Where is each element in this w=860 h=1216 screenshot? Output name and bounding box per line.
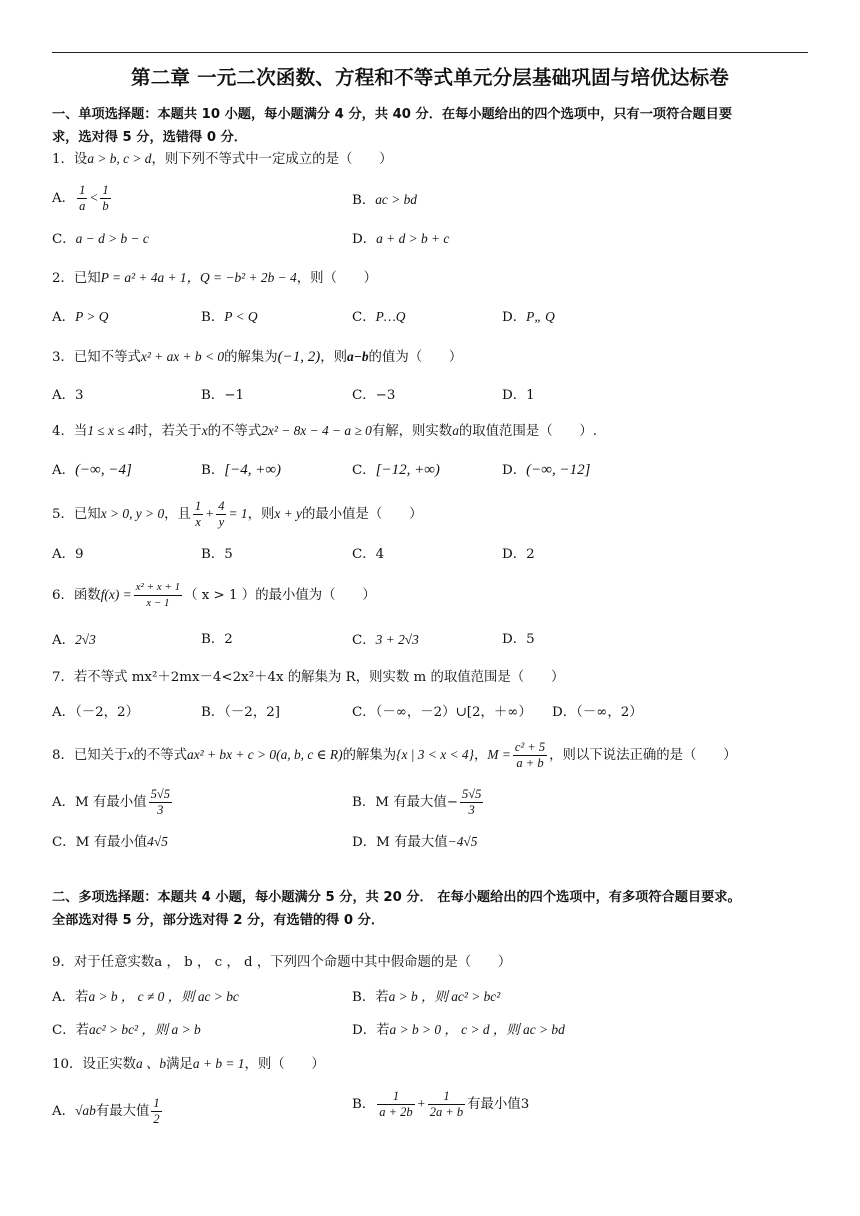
q2-option-d — [502, 307, 555, 328]
q6-option-c — [352, 630, 419, 651]
q3-text-mid2: ，则 — [320, 350, 348, 365]
question-1-stem — [52, 149, 393, 170]
q4-text-mid: 时，若关于 — [134, 424, 202, 439]
fraction: $\frac{\text{c² + 5}}{a + b}$ — [514, 740, 546, 770]
q5-math1: x > 0, y > 0 — [100, 506, 165, 521]
q7-option-c: C．（－∞，－2）∪[2，＋∞） — [352, 705, 532, 720]
option-label: B． — [201, 310, 225, 325]
q8-math3: {x | 3 < x < 4} — [396, 747, 474, 762]
q2-math-q: ，Q = −b² + 2b − 4 — [186, 270, 297, 285]
q1-option-b — [352, 190, 417, 211]
q4-option-a — [52, 460, 132, 481]
option-label: B． — [352, 1097, 376, 1112]
q8-option-c — [52, 832, 168, 853]
q1-option-a — [52, 183, 113, 214]
plus-sign: + — [205, 506, 215, 521]
question-2-stem — [52, 268, 377, 289]
section1-heading — [52, 103, 814, 149]
q10-option-b — [352, 1089, 529, 1120]
fraction: $\frac{1}{a + 2b}$ — [379, 1089, 413, 1119]
option-math: [−12, +∞) — [375, 462, 440, 478]
top-rule — [52, 52, 808, 53]
option-math: 3 + 2√3 — [375, 632, 419, 647]
option-label: D． — [352, 232, 377, 247]
option-label: C．M 有最小值 — [52, 835, 148, 850]
q8-option-a — [52, 787, 174, 818]
q6-option-b: B．2 — [201, 632, 233, 647]
equals: = 1 — [228, 506, 248, 521]
q1-option-d — [352, 229, 449, 250]
q8-text-mid3: ， — [473, 748, 488, 763]
q8-option-b — [352, 787, 485, 818]
option-label: D．M 有最大值 — [352, 835, 448, 850]
option-label: C．若 — [52, 1023, 90, 1038]
option-label: A． — [52, 463, 76, 478]
option-math: P„ Q — [526, 309, 555, 324]
q10-option-a — [52, 1096, 164, 1127]
fraction: $\frac{\text{x² + x + 1}}{x - 1}$ — [135, 581, 181, 609]
fraction: $\frac{1}{2a + b}$ — [429, 1089, 464, 1119]
q5-math2: x + y — [274, 506, 302, 521]
option-text: 有最小值3 — [467, 1097, 530, 1112]
q9-option-a — [52, 987, 239, 1008]
option-label: B．若 — [352, 990, 389, 1005]
q1-text-tail: ，则下列不等式中一定成立的是（ ） — [151, 152, 393, 167]
option-label: C． — [52, 232, 76, 247]
q7-option-d: D．（－∞，2） — [552, 705, 643, 720]
option-math: P…Q — [375, 309, 406, 324]
q1-text: 1．设 — [52, 152, 88, 167]
q9-option-d — [352, 1020, 565, 1041]
q8-text-mid2: 的解集为 — [342, 748, 397, 763]
q5-text-mid: ，且 — [164, 507, 191, 522]
question-8-stem — [52, 740, 737, 771]
option-label: D．若 — [352, 1023, 390, 1038]
q3-option-a: A．3 — [52, 388, 84, 403]
q4-math-a: a — [452, 423, 459, 438]
fraction: $\frac{4}{y}$ — [218, 499, 225, 529]
q3-math3: a−b — [347, 349, 369, 364]
q4-option-b — [201, 460, 281, 481]
section1-line2: 求，选对得 5 分，选错得 0 分． — [52, 130, 247, 145]
q6-option-d: D．5 — [502, 632, 535, 647]
option-math: a > b > 0 ， c > d ，则 ac > bd — [389, 1022, 565, 1037]
q2-option-b — [201, 307, 258, 328]
q8-math-m: M = — [487, 747, 511, 762]
question-5-stem — [52, 499, 422, 530]
q8-math2: (a, b, c ∈ R) — [276, 747, 343, 762]
q1-math: a > b, c > d — [87, 151, 152, 166]
question-4-stem — [52, 421, 597, 442]
fraction: $\frac{5√5}{3}$ — [461, 787, 482, 817]
option-math: 2√3 — [75, 632, 96, 647]
page-title: 第二章 一元二次函数、方程和不等式单元分层基础巩固与培优达标卷 — [131, 66, 729, 89]
q2-option-c — [352, 307, 405, 328]
q8-math-x: x — [127, 747, 134, 762]
question-6-stem — [52, 580, 376, 611]
question-3-stem — [52, 347, 462, 368]
option-label: C． — [352, 310, 376, 325]
q4-math-x: x — [201, 423, 208, 438]
fraction: $\frac{5√5}{3}$ — [150, 787, 170, 817]
option-math: 4√5 — [147, 834, 168, 849]
q10-tail: ，则（ ） — [244, 1057, 325, 1072]
q10-math1: a 、b — [136, 1056, 167, 1071]
q3-text-mid: 的解集为 — [224, 350, 278, 365]
q4-text: 4．当 — [52, 424, 88, 439]
section2-line2: 全部选对得 5 分，部分选对得 2 分，有选错的得 0 分． — [52, 913, 385, 928]
q4-math1: 1 ≤ x ≤ 4 — [87, 423, 135, 438]
option-label: A．若 — [52, 990, 89, 1005]
q2-tail: ，则（ ） — [296, 271, 378, 286]
fraction: $\frac{1}{a}$ — [79, 183, 86, 213]
q6-option-a — [52, 630, 96, 651]
q7-option-a: A．（－2，2） — [52, 705, 139, 720]
option-math: [−4, +∞) — [224, 462, 282, 478]
plus-sign: + — [416, 1096, 426, 1111]
option-label: B． — [352, 193, 376, 208]
q4-text-mid2: 的不等式 — [207, 424, 262, 439]
option-math: −4√5 — [447, 834, 478, 849]
q5-tail: 的最小值是（ ） — [301, 507, 423, 522]
q7-option-b: B．（－2，2] — [201, 705, 280, 720]
option-math: (−∞, −4] — [75, 462, 132, 478]
option-math: ac > bd — [375, 192, 417, 207]
q6-tail: （ x > 1 ）的最小值为（ ） — [184, 588, 376, 603]
q4-tail: 的取值范围是（ ）. — [458, 424, 598, 439]
q5-option-a: A．9 — [52, 547, 84, 562]
q10-text: 10．设正实数 — [52, 1057, 136, 1072]
q8-option-d — [352, 832, 477, 853]
question-9-stem: 9．对于任意实数a ， b ， c ， d ，下列四个命题中其中假命题的是（ ） — [52, 955, 512, 970]
option-label: D． — [502, 463, 527, 478]
section2-heading — [52, 886, 814, 932]
q6-text: 6．函数 — [52, 588, 101, 603]
option-math: a > b ， c ≠ 0 ，则 ac > bc — [88, 989, 239, 1004]
q5-option-c: C．4 — [352, 547, 385, 562]
q9-option-b — [352, 987, 500, 1008]
fraction: $\frac{1}{b}$ — [102, 183, 109, 213]
option-label: C． — [352, 463, 376, 478]
option-label: A． — [52, 633, 76, 648]
option-label: B．M 有最大值− — [352, 795, 458, 810]
q5-option-b: B．5 — [201, 547, 233, 562]
q2-option-a — [52, 307, 108, 328]
option-math: a + d > b + c — [376, 231, 450, 246]
q8-math1: ax² + bx + c > 0 — [187, 747, 277, 762]
q10-text-mid: 满足 — [166, 1057, 193, 1072]
q9-option-c — [52, 1020, 201, 1041]
option-math: a − d > b − c — [75, 231, 149, 246]
q1-option-c — [52, 229, 149, 250]
q3-math1: x² + ax + b < 0 — [140, 349, 225, 364]
option-math: ac² > bc² ，则 a > b — [89, 1022, 201, 1037]
option-text: 有最大值 — [95, 1104, 150, 1119]
q8-text: 8．已知关于 — [52, 748, 128, 763]
option-label: A． — [52, 1104, 76, 1119]
question-7-stem: 7．若不等式 mx²＋2mx－4<2x²＋4x 的解集为 R，则实数 m 的取值范围是（ ） — [52, 670, 565, 685]
option-math: P < Q — [224, 309, 258, 324]
option-label: D． — [502, 310, 527, 325]
option-math: a > b ，则 ac² > bc² — [388, 989, 501, 1004]
q5-option-d: D．2 — [502, 547, 535, 562]
q3-option-c: C．−3 — [352, 388, 396, 403]
q10-math2: a + b = 1 — [192, 1056, 245, 1071]
option-label: B． — [201, 463, 225, 478]
q3-option-b: B．−1 — [201, 388, 244, 403]
section1-line1: 一、单项选择题：本题共 10 小题，每小题满分 4 分，共 40 分．在每小题给出的四个选项中，只有一项符合题目要 — [52, 107, 733, 122]
section2-line1: 二、多项选择题：本题共 4 小题，每小题满分 5 分，共 20 分． 在每小题给出的四个选项中，有多项符合题目要求。 — [52, 890, 741, 905]
option-math: P > Q — [75, 309, 109, 324]
q4-math2: 2x² − 8x − 4 − a ≥ 0 — [261, 423, 372, 438]
option-math: (−∞, −12] — [526, 462, 591, 478]
q4-option-c — [352, 460, 440, 481]
question-10-stem — [52, 1054, 325, 1075]
q8-tail: ，则以下说法正确的是（ ） — [549, 748, 737, 763]
fraction: $\frac{1}{2}$ — [153, 1096, 160, 1126]
fraction: $\frac{1}{x}$ — [194, 499, 202, 529]
option-label: A． — [52, 191, 76, 206]
option-label: A．M 有最小值 — [52, 795, 147, 810]
q5-text: 5．已知 — [52, 507, 101, 522]
q3-option-d: D．1 — [502, 388, 535, 403]
q2-text: 2．已知 — [52, 271, 101, 286]
option-label: A． — [52, 310, 76, 325]
q5-text-mid2: ，则 — [247, 507, 275, 522]
q8-text-mid: 的不等式 — [133, 748, 187, 763]
less-than: < — [89, 190, 99, 205]
q3-math2: (−1, 2) — [277, 349, 321, 365]
q4-text-mid3: 有解，则实数 — [371, 424, 453, 439]
q3-tail: 的值为（ ） — [368, 350, 463, 365]
q6-fx: f(x) = — [100, 587, 132, 602]
q2-math-p: P = a² + 4a + 1 — [100, 270, 187, 285]
option-math: √ab — [75, 1103, 96, 1118]
q4-option-d — [502, 460, 590, 481]
q3-text: 3．已知不等式 — [52, 350, 141, 365]
option-label: C． — [352, 633, 376, 648]
